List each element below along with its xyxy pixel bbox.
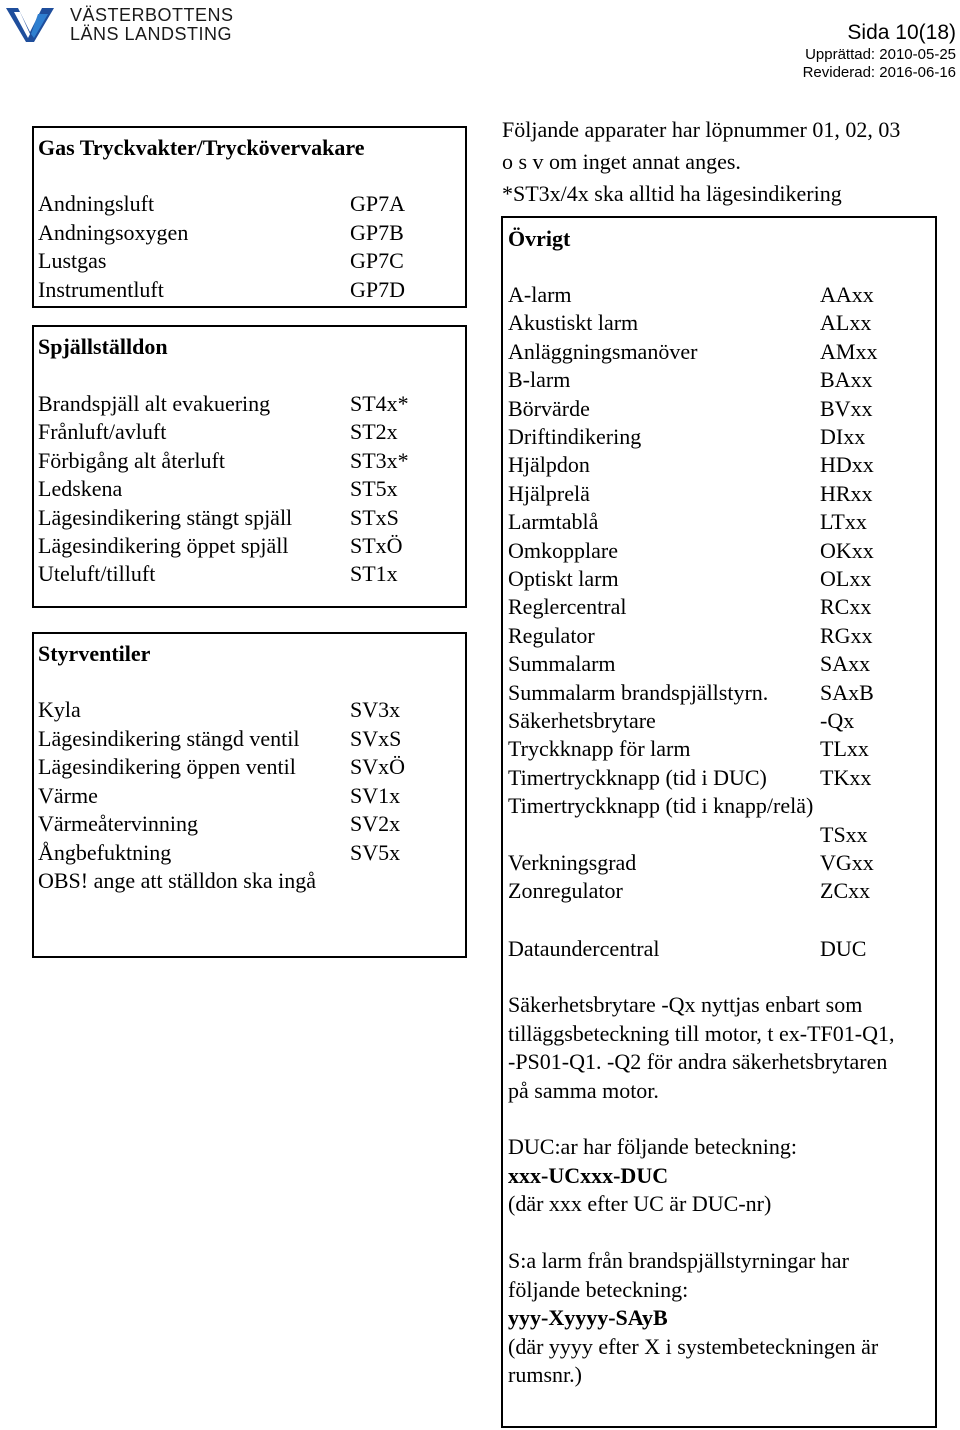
duc-note-line: (där xxx efter UC är DUC-nr) [508, 1191, 772, 1216]
safety-note [508, 991, 895, 1105]
item-label: Lägesindikering stängt spjäll [38, 504, 293, 530]
item-code: SV5x [350, 839, 401, 865]
item-label: Zonregulator [508, 878, 623, 904]
item-label: Frånluft/avluft [38, 419, 167, 445]
duc-label: Dataundercentral [508, 936, 660, 961]
logo-mark-icon [4, 4, 60, 44]
valve-note: OBS! ange att ställdon ska ingå [38, 868, 317, 893]
damper-box-title: Spjällställdon [38, 334, 168, 359]
item-label: Timertryckknapp (tid i DUC) [508, 764, 767, 790]
item-label: Lustgas [38, 248, 107, 273]
intro-text [502, 114, 900, 210]
gas-box-title: Gas Tryckvakter/Tryckövervakare [38, 135, 365, 160]
item-label: Värme [38, 782, 98, 808]
item-code: GP7B [350, 219, 404, 245]
item-label: Akustiskt larm [508, 310, 639, 336]
org-name-line1: VÄSTERBOTTENS [70, 5, 234, 25]
item-label: Regulator [508, 622, 595, 648]
item-label: Andningsoxygen [38, 219, 189, 245]
item-label: Instrumentluft [38, 276, 164, 302]
item-code: GP7A [350, 191, 406, 216]
page-header-info [803, 20, 956, 82]
item-label: Hjälpdon [508, 452, 590, 478]
sum-alarm-note-line: rumsnr.) [508, 1362, 582, 1387]
item-label: A-larm [508, 282, 572, 307]
page-number: Sida 10(18) [847, 21, 956, 44]
item-label: Larmtablå [508, 509, 599, 535]
item-code: SV1x [350, 782, 401, 808]
item-label: Driftindikering [508, 424, 642, 449]
item-label: Optiskt larm [508, 566, 619, 591]
duc-note [508, 1133, 797, 1219]
duc-code: DUC [820, 936, 867, 961]
item-code: HRxx [820, 480, 873, 506]
sum-alarm-format: yyy-Xyyyy-SAyB [508, 1305, 668, 1330]
item-label: B-larm [508, 367, 571, 393]
item-code: ST1x [350, 561, 398, 587]
item-code: -Qx [820, 708, 855, 733]
item-code: DIxx [820, 424, 866, 449]
item-code: GP7C [350, 248, 404, 273]
item-code: SV2x [350, 811, 401, 836]
valve-box-title: Styrventiler [38, 641, 151, 666]
item-code: HDxx [820, 452, 874, 478]
item-code: OLxx [820, 566, 872, 591]
item-code: AAxx [820, 282, 874, 307]
item-label: Ledskena [38, 476, 123, 502]
item-code: ST4x* [350, 391, 409, 416]
item-code: ALxx [820, 310, 872, 336]
item-label: Timertryckknapp (tid i knapp/relä) [508, 793, 814, 819]
item-code: SVxS [350, 725, 402, 751]
item-code: GP7D [350, 276, 406, 302]
organization-logo [4, 4, 244, 44]
intro-line-3: *ST3x/4x ska alltid ha lägesindikering [502, 181, 842, 206]
item-label: Summalarm brandspjällstyrn. [508, 679, 769, 705]
item-label: Ångbefuktning [38, 839, 172, 865]
item-code: SV3x [350, 697, 401, 722]
safety-note-line: på samma motor. [508, 1077, 659, 1103]
item-label: Lägesindikering stängd ventil [38, 725, 300, 751]
item-code: BVxx [820, 395, 873, 421]
item-code: TKxx [820, 764, 872, 790]
item-code: STxÖ [350, 533, 403, 558]
item-code: ST3x* [350, 447, 409, 473]
sum-alarm-note-line: följande beteckning: [508, 1276, 689, 1302]
sum-alarm-note-line: (där yyyy efter X i systembeteckningen är [508, 1333, 879, 1359]
item-code: VGxx [820, 850, 874, 875]
item-label: Värmeåtervinning [38, 811, 199, 836]
item-code: BAxx [820, 367, 873, 393]
item-code: SAxx [820, 651, 871, 677]
item-label: Lägesindikering öppen ventil [38, 754, 296, 779]
item-label: Reglercentral [508, 594, 627, 620]
duc-format: xxx-UCxxx-DUC [508, 1162, 669, 1188]
item-label: Säkerhetsbrytare [508, 708, 656, 733]
revised-date: Reviderad: 2016-06-16 [802, 64, 956, 81]
safety-note-line: Säkerhetsbrytare -Qx nyttjas enbart som [508, 992, 863, 1017]
intro-line-2: o s v om inget annat anges. [502, 149, 741, 174]
item-label: Summalarm [508, 651, 616, 677]
item-label: Verkningsgrad [508, 850, 637, 875]
item-label: Lägesindikering öppet spjäll [38, 533, 289, 558]
item-code: SAxB [820, 679, 874, 705]
item-code: AMxx [820, 338, 878, 364]
item-code: OKxx [820, 537, 874, 563]
item-label: Anläggningsmanöver [508, 338, 698, 364]
safety-note-line: -PS01-Q1. -Q2 för andra säkerhetsbrytaren [508, 1049, 888, 1074]
sum-alarm-note-line: S:a larm från brandspjällstyrningar har [508, 1248, 849, 1273]
item-code: TLxx [820, 736, 869, 762]
item-code: ST5x [350, 476, 398, 502]
item-code: SVxÖ [350, 754, 406, 779]
item-label: Börvärde [508, 395, 590, 421]
item-label: Uteluft/tilluft [38, 561, 156, 587]
item-label: Hjälprelä [508, 480, 590, 506]
item-code: ZCxx [820, 878, 871, 904]
item-label: Omkopplare [508, 537, 618, 563]
item-label: Förbigång alt återluft [38, 447, 225, 473]
created-date: Upprättad: 2010-05-25 [805, 46, 956, 63]
item-code: ST2x [350, 419, 398, 445]
duc-note-line: DUC:ar har följande beteckning: [508, 1134, 797, 1159]
item-code: RGxx [820, 622, 873, 648]
safety-note-line: tilläggsbeteckning till motor, t ex-TF01-Q1, [508, 1020, 895, 1046]
intro-line-1: Följande apparater har löpnummer 01, 02, 03 [502, 117, 901, 142]
other-box-title: Övrigt [508, 226, 571, 251]
org-name-line2: LÄNS LANDSTING [70, 24, 233, 44]
item-code: STxS [350, 504, 399, 530]
item-label: Tryckknapp för larm [508, 736, 691, 762]
item-label: Brandspjäll alt evakuering [38, 391, 271, 416]
item-label: Andningsluft [38, 191, 155, 216]
item-code: LTxx [820, 509, 867, 535]
item-code: RCxx [820, 594, 872, 620]
item-code: TSxx [820, 821, 868, 847]
sum-alarm-note [508, 1247, 878, 1390]
item-label: Kyla [38, 697, 81, 722]
